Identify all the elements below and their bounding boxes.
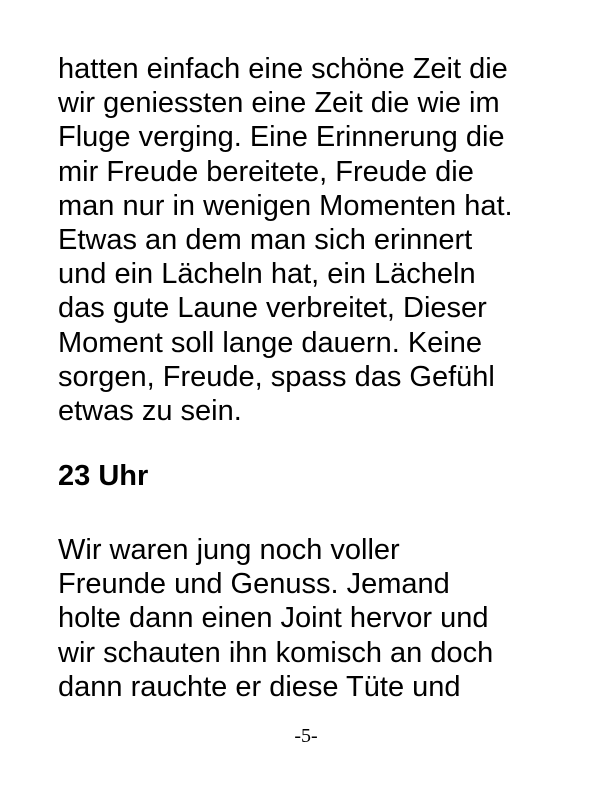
text-line: hatten einfach eine schöne Zeit die <box>58 53 508 85</box>
text-line: etwas zu sein. <box>58 394 242 427</box>
text-line: wir schauten ihn komisch an doch <box>58 636 494 669</box>
text-line: sorgen, Freude, spass das Gefühl <box>58 360 495 393</box>
text-line: Freunde und Genuss. Jemand <box>58 568 450 601</box>
text-line: wir geniessten eine Zeit die wie im <box>58 87 500 120</box>
text-line: und ein Lächeln hat, ein Lächeln <box>58 258 476 291</box>
text-line: mir Freude bereitete, Freude die <box>58 155 474 188</box>
text-line: Etwas an dem man sich erinnert <box>58 223 473 256</box>
body-paragraph-1 <box>58 52 578 428</box>
body-paragraph-2 <box>58 533 578 704</box>
section-heading: 23 Uhr <box>58 460 149 492</box>
text-line: Wir waren jung noch voller <box>58 534 400 566</box>
page-number: -5- <box>294 725 318 747</box>
text-line: Fluge verging. Eine Erinnerung die <box>58 121 505 154</box>
text-line: Moment soll lange dauern. Keine <box>58 326 482 359</box>
text-line: das gute Laune verbreitet, Dieser <box>58 292 487 325</box>
text-line: dann rauchte er diese Tüte und <box>58 670 461 703</box>
text-line: man nur in wenigen Momenten hat. <box>58 189 513 222</box>
text-line: holte dann einen Joint hervor und <box>58 602 489 635</box>
